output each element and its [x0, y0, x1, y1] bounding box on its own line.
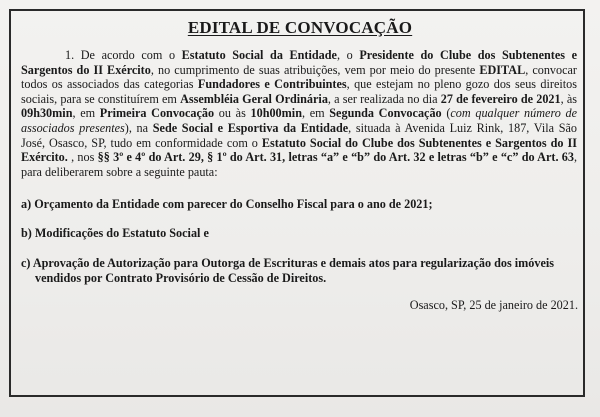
paragraph-run: 10h00min	[250, 106, 302, 121]
paragraph-run: Presidente do Clube dos Subtenentes e Sargentos do II Exército	[21, 48, 578, 77]
paragraph-run: Estatuto Social do Clube dos Subtenentes e Sargentos do II Exército.	[21, 135, 577, 165]
paragraph-run: , que estejam no pleno gozo dos seus direitos sociais, para se constituírem em	[21, 77, 577, 106]
notice-paragraph	[21, 48, 577, 179]
paragraph-run: , nos	[67, 150, 98, 165]
paragraph-run: , convocar todos os associados das categorias	[21, 62, 577, 92]
agenda-item-a: a) Orçamento da Entidade com parecer do Conselho Fiscal para o ano de 2021;	[21, 197, 433, 211]
paragraph-run: EDITAL	[479, 62, 526, 77]
paragraph-run: , a ser realizada no dia	[327, 91, 441, 106]
paragraph-run: , às	[560, 91, 578, 106]
paragraph-run: Estatuto Social da Entidade	[181, 48, 337, 62]
notice-title: EDITAL DE CONVOCAÇÃO	[187, 18, 413, 37]
paragraph-run: Sede Social e Esportiva da Entidade	[152, 120, 349, 135]
paragraph-run: 1. De acordo com o	[65, 48, 182, 62]
paragraph-run: §§ 3º e 4º do Art. 29, § 1º do Art. 31, letras “a” e “b” do Art. 32 e letras “b” e “c” do Art. 63	[97, 150, 574, 165]
paragraph-run: ), na	[124, 120, 153, 135]
paragraph-run: com qualquer número de associados presentes	[21, 106, 578, 135]
paragraph-run: (	[441, 106, 451, 121]
place-date-signature: Osasco, SP, 25 de janeiro de 2021.	[409, 298, 578, 312]
paragraph-run: Fundadores e Contribuintes	[197, 77, 347, 92]
agenda-item-c: c) Aprovação de Autorização para Outorga de Escrituras e demais atos para regularização dos imóveis vendidos por Contrato Provisório de Cessão de Direitos.	[21, 256, 555, 285]
paragraph-run: , para deliberarem sobre a seguinte pauta:	[21, 150, 577, 179]
paragraph-run: , em	[301, 106, 330, 121]
paragraph-run: ou às	[214, 106, 251, 121]
paragraph-run: , no cumprimento de suas atribuições, vem por meio do presente	[150, 62, 480, 77]
paragraph-run: Primeira Convocação	[99, 106, 215, 121]
agenda-item-b: b) Modificações do Estatuto Social e	[21, 226, 209, 240]
paragraph-run: Segunda Convocação	[329, 106, 442, 121]
paragraph-run: 09h30min	[21, 106, 73, 121]
paragraph-run: , em	[72, 106, 100, 121]
paragraph-run: , situada à Avenida Luiz Rink, 187, Vila São José, Osasco, SP, tudo em conformidade com o	[21, 120, 578, 150]
paragraph-run: Assembléia Geral Ordinária	[180, 91, 328, 106]
paragraph-run: , o	[336, 48, 360, 62]
paragraph-run: 27 de fevereiro de 2021	[440, 91, 561, 106]
